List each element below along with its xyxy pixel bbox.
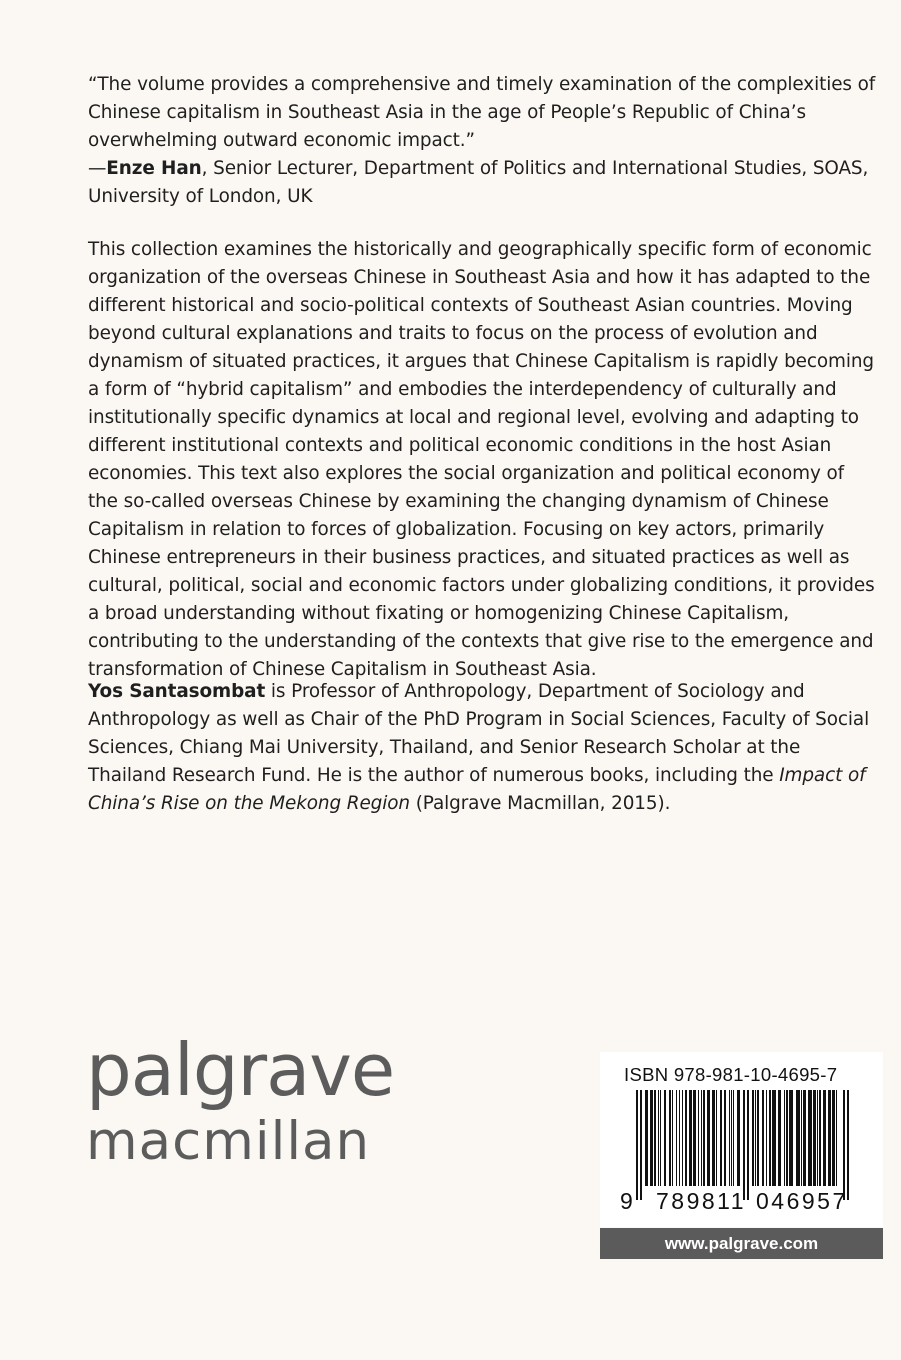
barcode-digits	[620, 1188, 870, 1216]
isbn-barcode-panel	[600, 1052, 883, 1227]
quote-affiliation: , Senior Lecturer, Department of Politics and International Studies, SOAS, University of London, UK	[88, 158, 869, 207]
publisher-logo-macmillan: macmillan	[86, 1111, 371, 1172]
author-bio-end: (Palgrave Macmillan, 2015).	[409, 793, 671, 814]
book-description: This collection examines the historically and geographically specific form of economic organization of the overseas Chinese in Southeast Asia and how it has adapted to the different historical and socio-political contexts of Southeast Asian countries. Moving beyond cultural explanations and traits to focus on the process of evolution and dynamism of situated practices, it argues that Chinese Capitalism is rapidly becoming a form of “hybrid capitalism” and embodies the interdependency of culturally and institutionally specific dynamics at local and regional level, evolving and adapting to different institutional contexts and political economic conditions in the host Asian economies. This text also explores the social organization and political economy of the so-called overseas Chinese by examining the changing dynamism of Chinese Capitalism in relation to forces of globalization. Focusing on key actors, primarily Chinese entrepreneurs in their business practices, and situated practices as well as cultural, political, social and economic factors under globalizing conditions, it provides a broad understanding without fixating or homogenizing Chinese Capitalism, contributing to the understanding of the contexts that give rise to the emergence and transformation of Chinese Capitalism in Southeast Asia.	[88, 239, 875, 680]
quote-text: “The volume provides a comprehensive and timely examination of the complexities of Chinese capitalism in Southeast Asia in the age of People’s Republic of China’s overwhelming outward economic impact.”	[88, 74, 876, 151]
barcode-icon	[636, 1090, 850, 1202]
endorsement-quote	[88, 71, 878, 211]
publisher-logo-palgrave: palgrave	[86, 1028, 395, 1112]
author-bio-text: is Professor of Anthropology, Department of Sociology and Anthropology as well as Chair of the PhD Program in Social Sciences, Faculty of Social Sciences, Chiang Mai University, Thailand, and Senior Research Scholar at the Thailand Research Fund. He is the author of numerous books, including the	[88, 681, 870, 786]
isbn-label: ISBN 978-981-10-4695-7	[624, 1064, 838, 1085]
quote-author: Enze Han	[106, 158, 202, 179]
quote-dash: —	[88, 158, 107, 179]
author-bio	[88, 678, 878, 818]
author-name: Yos Santasombat	[88, 681, 266, 702]
barcode-digit-prefix: 9	[620, 1188, 633, 1214]
publisher-url[interactable]: www.palgrave.com	[600, 1228, 883, 1259]
book-title: Impact of China’s Rise on the Mekong Region	[88, 765, 866, 814]
barcode-digits-left: 789811	[656, 1188, 747, 1214]
barcode-digits-right: 046957	[756, 1188, 848, 1214]
